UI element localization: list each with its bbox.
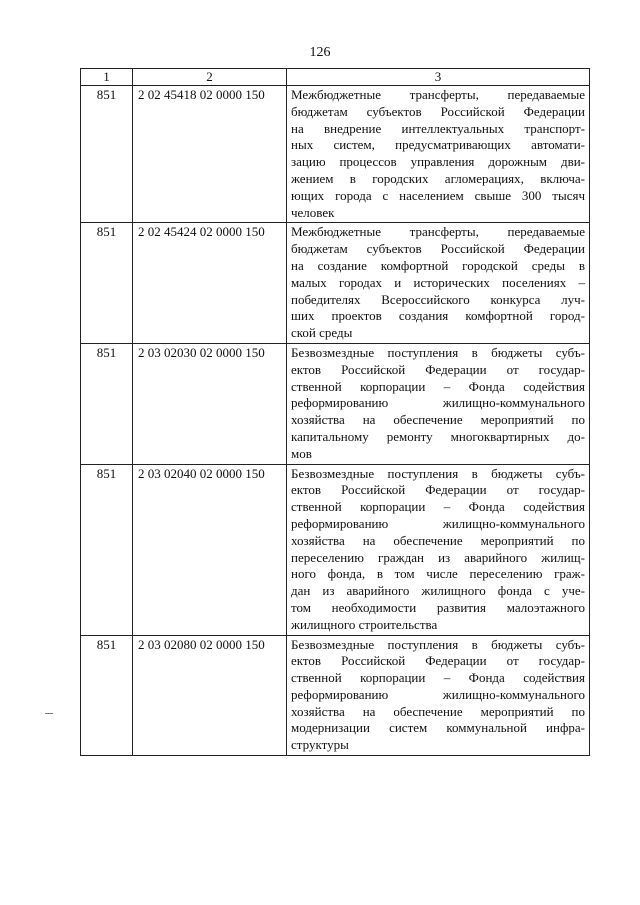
budget-code-cell: 2 03 02040 02 0000 150 bbox=[133, 464, 287, 635]
description-line: жением в городских агломерациях, включа- bbox=[291, 170, 585, 186]
description-line: модернизации систем коммунальной инфра- bbox=[291, 720, 585, 736]
header-col-2: 2 bbox=[133, 69, 287, 86]
budget-code-cell: 2 03 02030 02 0000 150 bbox=[133, 343, 287, 464]
budget-code-cell: 2 02 45424 02 0000 150 bbox=[133, 223, 287, 344]
description-cell bbox=[287, 86, 590, 223]
description-line: человек bbox=[291, 204, 335, 220]
page-number: 126 bbox=[309, 45, 331, 60]
description-line: Безвозмездные поступления в бюджеты субъ- bbox=[291, 636, 585, 652]
description-line: бюджетам субъектов Российской Федерации bbox=[291, 103, 585, 119]
description-line: Межбюджетные трансферты, передаваемые bbox=[291, 87, 585, 102]
description-line: мов bbox=[291, 445, 312, 461]
header-col-3: 3 bbox=[287, 69, 590, 86]
description-cell bbox=[287, 635, 590, 756]
description-line: хозяйства на обеспечение мероприятий по bbox=[291, 532, 585, 548]
description-line: ного фонда, в том числе переселению граж- bbox=[291, 566, 585, 582]
description-line: Безвозмездные поступления в бюджеты субъ- bbox=[291, 344, 585, 360]
description-line: ших проектов создания комфортной город- bbox=[291, 308, 585, 324]
admin-code-cell: 851 bbox=[81, 86, 133, 223]
description-line: Межбюджетные трансферты, передаваемые bbox=[291, 224, 585, 240]
budget-code-cell: 2 02 45418 02 0000 150 bbox=[133, 86, 287, 223]
description-line: хозяйства на обеспечение мероприятий по bbox=[291, 703, 585, 719]
admin-code-cell: 851 bbox=[81, 635, 133, 756]
description-line: ных систем, предусматривающих автомати- bbox=[291, 137, 585, 153]
admin-code-cell: 851 bbox=[81, 343, 133, 464]
description-line: реформированию жилищно-коммунального bbox=[291, 395, 585, 411]
table-row bbox=[81, 464, 590, 635]
header-col-1: 1 bbox=[81, 69, 133, 86]
description-line: ектов Российской Федерации от государ- bbox=[291, 653, 585, 669]
description-line: победителях Всероссийского конкурса луч- bbox=[291, 291, 585, 307]
description-line: реформированию жилищно-коммунального bbox=[291, 686, 585, 702]
description-line: Безвозмездные поступления в бюджеты субъ- bbox=[291, 465, 585, 481]
header-row bbox=[81, 69, 590, 86]
margin-mark bbox=[45, 713, 53, 714]
description-line: капитальному ремонту многоквартирных до- bbox=[291, 428, 585, 444]
description-line: жилищного строительства bbox=[291, 616, 438, 632]
description-line: ющих города с населением свыше 300 тысяч bbox=[291, 187, 585, 203]
budget-code-cell: 2 03 02080 02 0000 150 bbox=[133, 635, 287, 756]
description-line: зацию процессов управления дорожным дви- bbox=[291, 154, 585, 170]
budget-codes-table bbox=[80, 68, 590, 756]
description-line: на создание комфортной городской среды в bbox=[291, 257, 585, 273]
description-line: том необходимости развития малоэтажного bbox=[291, 599, 585, 615]
table-row bbox=[81, 86, 590, 223]
description-line: дан из аварийного жилищного фонда с уче- bbox=[291, 583, 585, 599]
table-row bbox=[81, 223, 590, 344]
description-cell bbox=[287, 223, 590, 344]
description-line: ственной корпорации – Фонда содействия bbox=[291, 378, 585, 394]
table-row bbox=[81, 635, 590, 756]
description-line: на внедрение интеллектуальных транспорт- bbox=[291, 120, 585, 136]
table-row bbox=[81, 343, 590, 464]
description-line: ектов Российской Федерации от государ- bbox=[291, 482, 585, 498]
admin-code-cell: 851 bbox=[81, 464, 133, 635]
description-line: малых городах и исторических поселениях – bbox=[291, 274, 585, 290]
description-line: хозяйства на обеспечение мероприятий по bbox=[291, 412, 585, 428]
description-line: ственной корпорации – Фонда содействия bbox=[291, 670, 585, 686]
admin-code-cell: 851 bbox=[81, 223, 133, 344]
description-line: структуры bbox=[291, 737, 349, 753]
table-header bbox=[81, 69, 590, 86]
description-cell bbox=[287, 343, 590, 464]
description-line: переселению граждан из аварийного жилищ- bbox=[291, 549, 585, 565]
description-line: ской среды bbox=[291, 325, 353, 341]
description-line: реформированию жилищно-коммунального bbox=[291, 515, 585, 531]
description-line: ектов Российской Федерации от государ- bbox=[291, 361, 585, 377]
description-line: ственной корпорации – Фонда содействия bbox=[291, 499, 585, 515]
description-cell bbox=[287, 464, 590, 635]
table-body bbox=[81, 86, 590, 756]
description-line: бюджетам субъектов Российской Федерации bbox=[291, 241, 585, 257]
